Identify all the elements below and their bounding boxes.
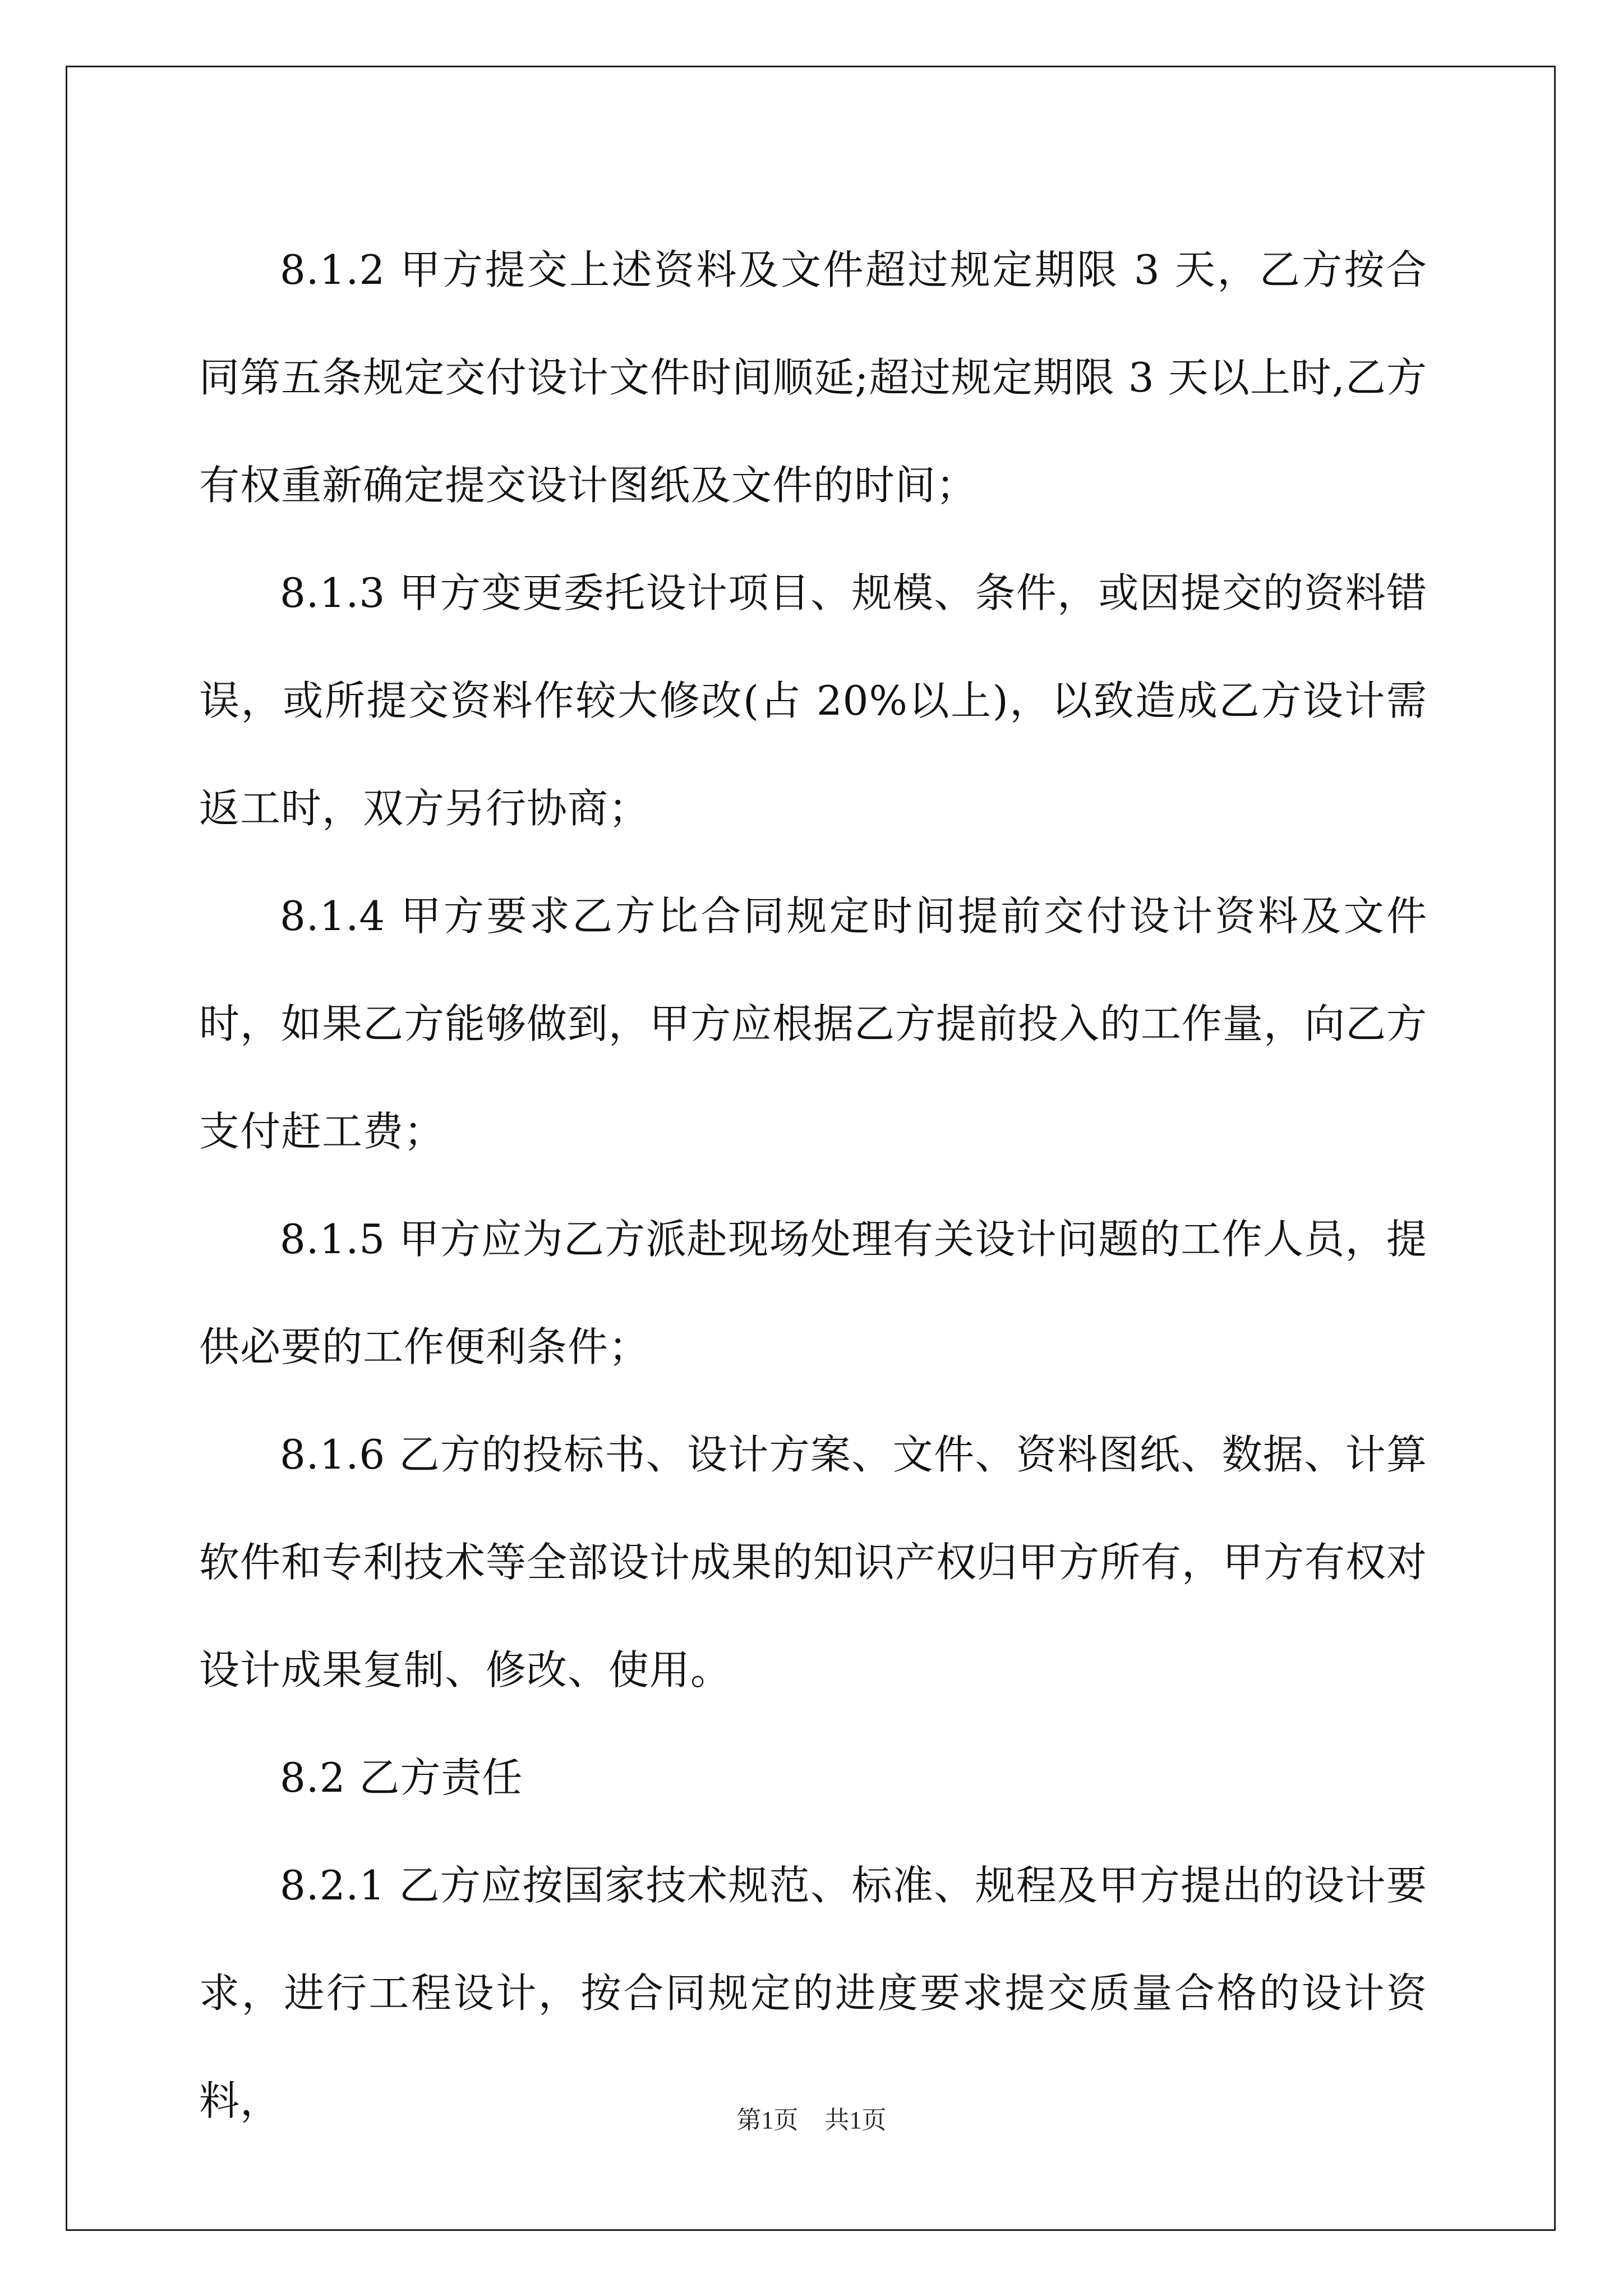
section-heading-8-2: 8.2 乙方责任 (280, 1754, 523, 1801)
paragraph-8-1-5: 8.1.5 甲方应为乙方派赴现场处理有关设计问题的工作人员，提供必要的工作便利条件； (199, 1216, 1427, 1370)
paragraph-8-1-2: 8.1.2 甲方提交上述资料及文件超过规定期限 3 天，乙方按合同第五条规定交付设计文件时间顺延;超过规定期限 3 天以上时,乙方有权重新确定提交设计图纸及文件的时间； (199, 246, 1427, 509)
page-number-current: 第1页 (736, 2106, 799, 2134)
paragraph-8-1-6: 8.1.6 乙方的投标书、设计方案、文件、资料图纸、数据、计算软件和专利技术等全部设计成果的知识产权归甲方所有，甲方有权对设计成果复制、修改、使用。 (199, 1431, 1428, 1694)
document-body (199, 216, 1427, 2155)
paragraph-8-1-3: 8.1.3 甲方变更委托设计项目、规模、条件，或因提交的资料错误，或所提交资料作较大修改(占 20%以上)，以致造成乙方设计需返工时，双方另行协商； (199, 569, 1427, 832)
page-footer (0, 2100, 1623, 2136)
page-number-total: 共1页 (824, 2106, 887, 2134)
paragraph-8-1-4: 8.1.4 甲方要求乙方比合同规定时间提前交付设计资料及文件时，如果乙方能够做到，甲方应根据乙方提前投入的工作量，向乙方支付赶工费； (199, 892, 1428, 1155)
paragraph-8-2-1: 8.2.1 乙方应按国家技术规范、标准、规程及甲方提出的设计要求，进行工程设计，按合同规定的进度要求提交质量合格的设计资料， (199, 1862, 1427, 2124)
